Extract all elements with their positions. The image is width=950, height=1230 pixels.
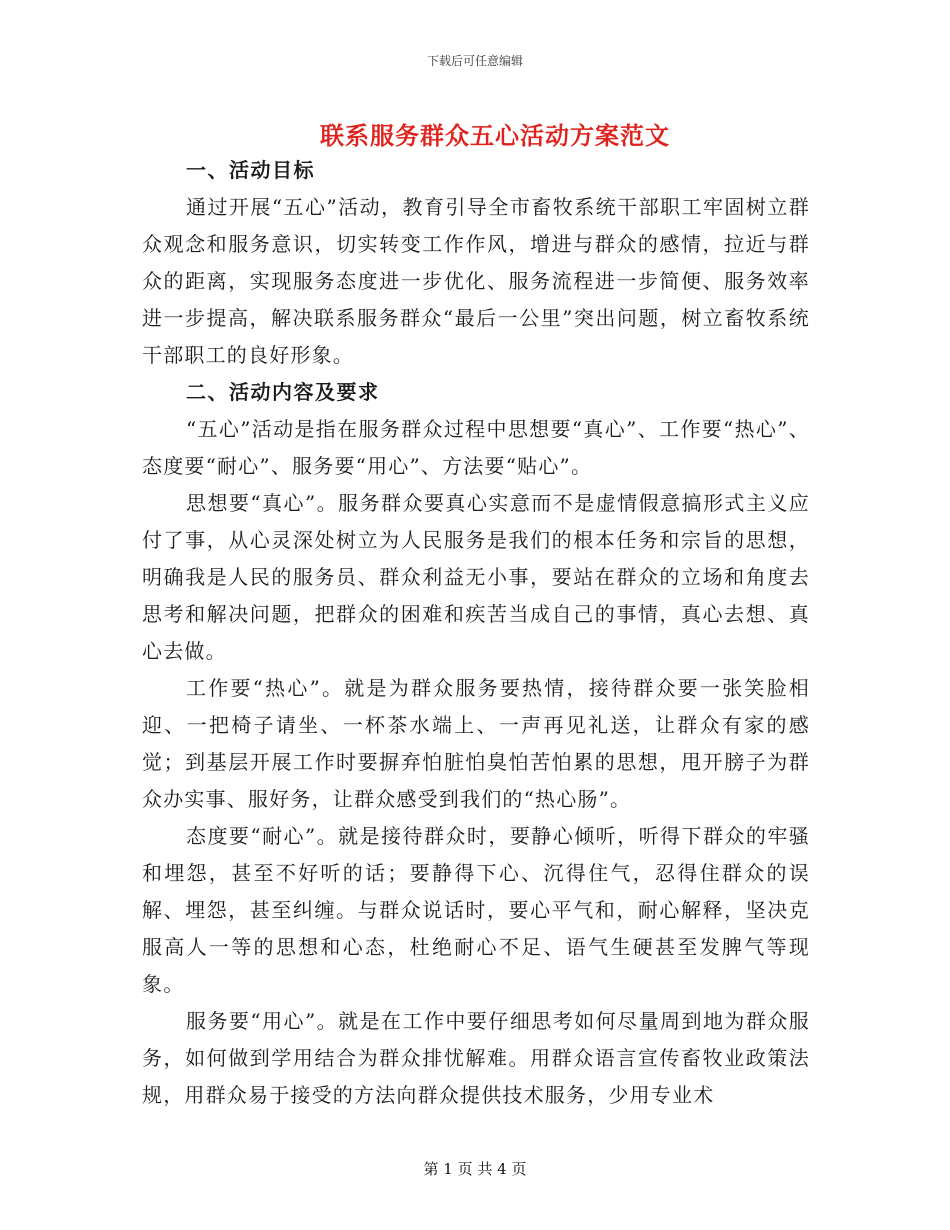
paragraph: 服务要“用心”。就是在工作中要仔细思考如何尽量周到地为群众服务，如何做到学用结合为群众排忧解难。用群众语言宣传畜牧业政策法规，用群众易于接受的方法向群众提供技术服务，少用专业术 — [142, 1009, 810, 1107]
paragraph: 通过开展“五心”活动，教育引导全市畜牧系统干部职工牢固树立群众观念和服务意识，切实转变工作作风，增进与群众的感情，拉近与群众的距离，实现服务态度进一步优化、服务流程进一步简便、服务效率进一步提高，解决联系服务群众“最后一公里”突出问题，树立畜牧系统干部职工的良好形象。 — [142, 195, 810, 367]
page-number: 第 1 页 共 4 页 — [423, 1160, 527, 1178]
section-heading: 一、活动目标 — [186, 158, 315, 182]
paragraph: “五心”活动是指在服务群众过程中思想要“真心”、工作要“热心”、态度要“耐心”、服务要“用心”、方法要“贴心”。 — [142, 417, 810, 478]
section-heading: 二、活动内容及要求 — [186, 380, 380, 404]
document-title: 联系服务群众五心活动方案范文 — [320, 122, 670, 150]
document-body — [142, 152, 810, 1114]
paragraph: 工作要“热心”。就是为群众服务要热情，接待群众要一张笑脸相迎、一把椅子请坐、一杯茶水端上、一声再见礼送，让群众有家的感觉；到基层开展工作时要摒弃怕脏怕臭怕苦怕累的思想，甩开膀子为群众办实事、服好务，让群众感受到我们的“热心肠”。 — [142, 676, 810, 811]
paragraph: 态度要“耐心”。就是接待群众时，要静心倾听，听得下群众的牢骚和埋怨，甚至不好听的话；要静得下心、沉得住气，忍得住群众的误解、埋怨，甚至纠缠。与群众说话时，要心平气和，耐心解释，坚决克服高人一等的思想和心态，杜绝耐心不足、语气生硬甚至发脾气等现象。 — [142, 824, 810, 996]
paragraph: 思想要“真心”。服务群众要真心实意而不是虚情假意搞形式主义应付了事，从心灵深处树立为人民服务是我们的根本任务和宗旨的思想，明确我是人民的服务员、群众利益无小事，要站在群众的立场和角度去思考和解决问题，把群众的困难和疾苦当成自己的事情，真心去想、真心去做。 — [142, 491, 810, 663]
header-note: 下载后可任意编辑 — [426, 54, 523, 68]
